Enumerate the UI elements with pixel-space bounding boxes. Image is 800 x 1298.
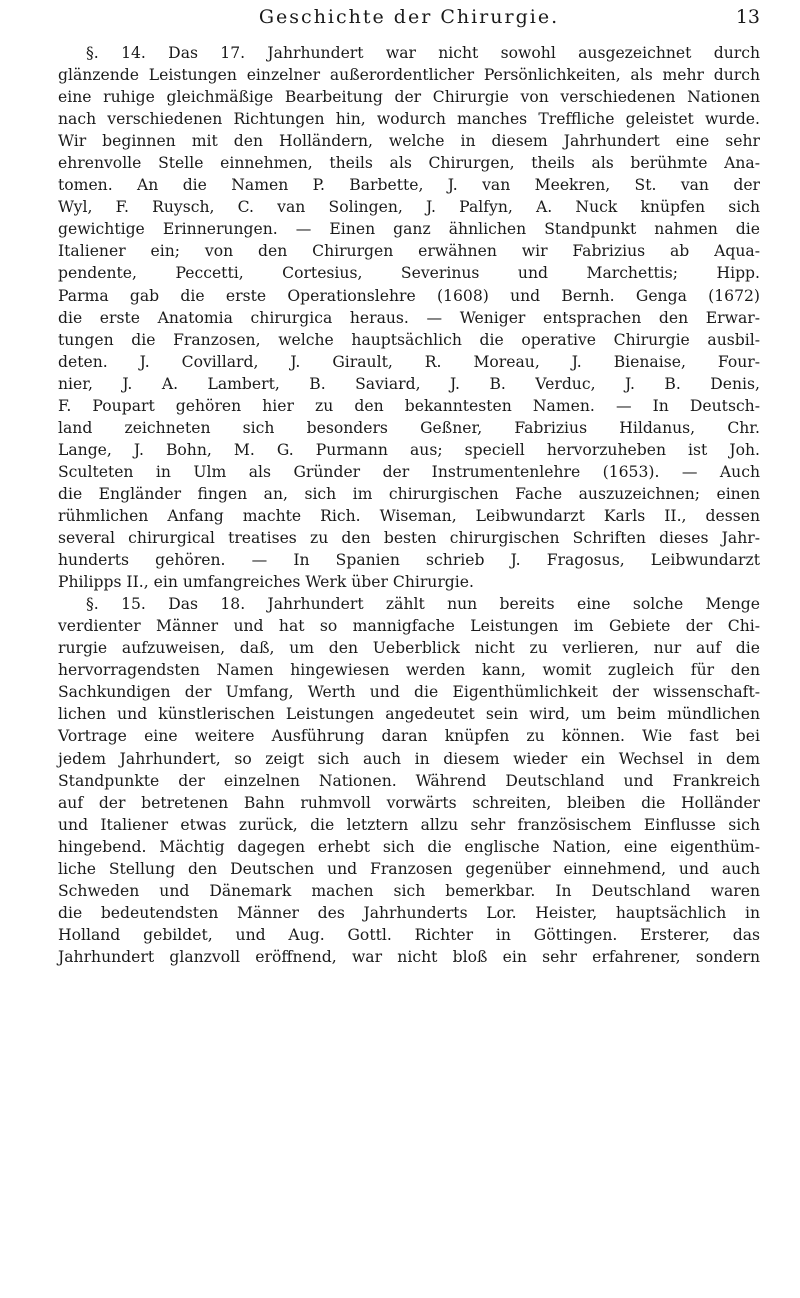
text-line: Holland gebildet, und Aug. Gottl. Richter in Göttingen. Ersterer, das [58, 925, 760, 944]
text-line: tomen. An die Namen P. Barbette, J. van Meekren, St. van der [58, 176, 760, 195]
text-line: die Engländer fingen an, sich im chirurgischen Fache auszuzeichnen; einen [58, 484, 760, 503]
book-page [0, 2, 800, 1298]
running-title: Geschichte der Chirurgie. [258, 6, 560, 28]
text-line: Lange, J. Bohn, M. G. Purmann aus; speciell hervorzuheben ist Joh. [58, 440, 760, 459]
text-line: rühmlichen Anfang machte Rich. Wiseman, Leibwundarzt Karls II., dessen [58, 506, 760, 525]
text-line: nier, J. A. Lambert, B. Saviard, J. B. Verduc, J. B. Denis, [58, 374, 760, 393]
text-line: hunderts gehören. — In Spanien schrieb J. Fragosus, Leibwundarzt [58, 551, 760, 570]
text-line: Jahrhundert glanzvoll eröffnend, war nicht bloß ein sehr erfahrener, sondern [58, 947, 760, 966]
text-line: F. Poupart gehören hier zu den bekanntesten Namen. — In Deutsch- [58, 396, 760, 415]
text-line: verdienter Männer und hat so mannigfache Leistungen im Gebiete der Chi- [58, 617, 760, 636]
text-line: hervorragendsten Namen hingewiesen werden kann, womit zugleich für den [58, 661, 760, 680]
text-line: Parma gab die erste Operationslehre (1608) und Bernh. Genga (1672) [58, 286, 760, 305]
text-line: Schweden und Dänemark machen sich bemerkbar. In Deutschland waren [58, 881, 760, 900]
text-line: die bedeutendsten Männer des Jahrhunderts Lor. Heister, hauptsächlich in [58, 903, 760, 922]
text-line: Vortrage eine weitere Ausführung daran knüpfen zu können. Wie fast bei [58, 727, 760, 746]
running-head [58, 2, 760, 42]
text-line: eine ruhige gleichmäßige Bearbeitung der Chirurgie von verschiedenen Nationen [58, 88, 760, 107]
text-line: jedem Jahrhundert, so zeigt sich auch in diesem wieder ein Wechsel in dem [58, 749, 760, 768]
text-line: Philipps II., ein umfangreiches Werk über Chirurgie. [58, 573, 474, 592]
text-line: tungen die Franzosen, welche hauptsächlich die operative Chirurgie ausbil- [58, 330, 760, 349]
text-line: §. 15. Das 18. Jahrhundert zählt nun bereits eine solche Menge [86, 595, 760, 614]
body-text [58, 42, 760, 968]
text-line: deten. J. Covillard, J. Girault, R. Moreau, J. Bienaise, Four- [58, 352, 760, 371]
text-line: hingebend. Mächtig dagegen erhebt sich die englische Nation, eine eigenthüm- [58, 837, 760, 856]
text-line: auf der betretenen Bahn ruhmvoll vorwärts schreiten, bleiben die Holländer [58, 793, 760, 812]
text-line: land zeichneten sich besonders Geßner, Fabrizius Hildanus, Chr. [58, 418, 760, 437]
text-line: Wyl, F. Ruysch, C. van Solingen, J. Palfyn, A. Nuck knüpfen sich [58, 198, 760, 217]
text-line: ehrenvolle Stelle einnehmen, theils als Chirurgen, theils als berühmte Ana- [58, 154, 760, 173]
text-line: Sachkundigen der Umfang, Werth und die Eigenthümlichkeit der wissenschaft- [58, 683, 760, 702]
text-line: rurgie aufzuweisen, daß, um den Ueberblick nicht zu verlieren, nur auf die [58, 639, 760, 658]
text-line: glänzende Leistungen einzelner außerordentlicher Persönlichkeiten, als mehr durch [58, 66, 760, 85]
text-line: liche Stellung den Deutschen und Franzosen gegenüber einnehmend, und auch [58, 859, 760, 878]
text-line: und Italiener etwas zurück, die letztern allzu sehr französischem Einflusse sich [58, 815, 760, 834]
text-line: pendente, Peccetti, Cortesius, Severinus und Marchettis; Hipp. [58, 264, 760, 283]
text-line: gewichtige Erinnerungen. — Einen ganz ähnlichen Standpunkt nahmen die [58, 220, 760, 239]
text-line: several chirurgical treatises zu den besten chirurgischen Schriften dieses Jahr- [58, 529, 760, 548]
text-line: die erste Anatomia chirurgica heraus. — Weniger entsprachen den Erwar- [58, 308, 760, 327]
text-line: Italiener ein; von den Chirurgen erwähnen wir Fabrizius ab Aqua- [58, 242, 760, 261]
text-line: Sculteten in Ulm als Gründer der Instrumentenlehre (1653). — Auch [58, 462, 760, 481]
text-line: §. 14. Das 17. Jahrhundert war nicht sowohl ausgezeichnet durch [86, 44, 760, 62]
text-line: nach verschiedenen Richtungen hin, wodurch manches Treffliche geleistet wurde. [58, 110, 760, 129]
text-line: Wir beginnen mit den Holländern, welche in diesem Jahrhundert eine sehr [58, 132, 760, 151]
text-line: lichen und künstlerischen Leistungen angedeutet sein wird, um beim mündlichen [58, 705, 760, 724]
text-line: Standpunkte der einzelnen Nationen. Während Deutschland und Frankreich [58, 771, 760, 790]
page-number: 13 [735, 6, 760, 28]
